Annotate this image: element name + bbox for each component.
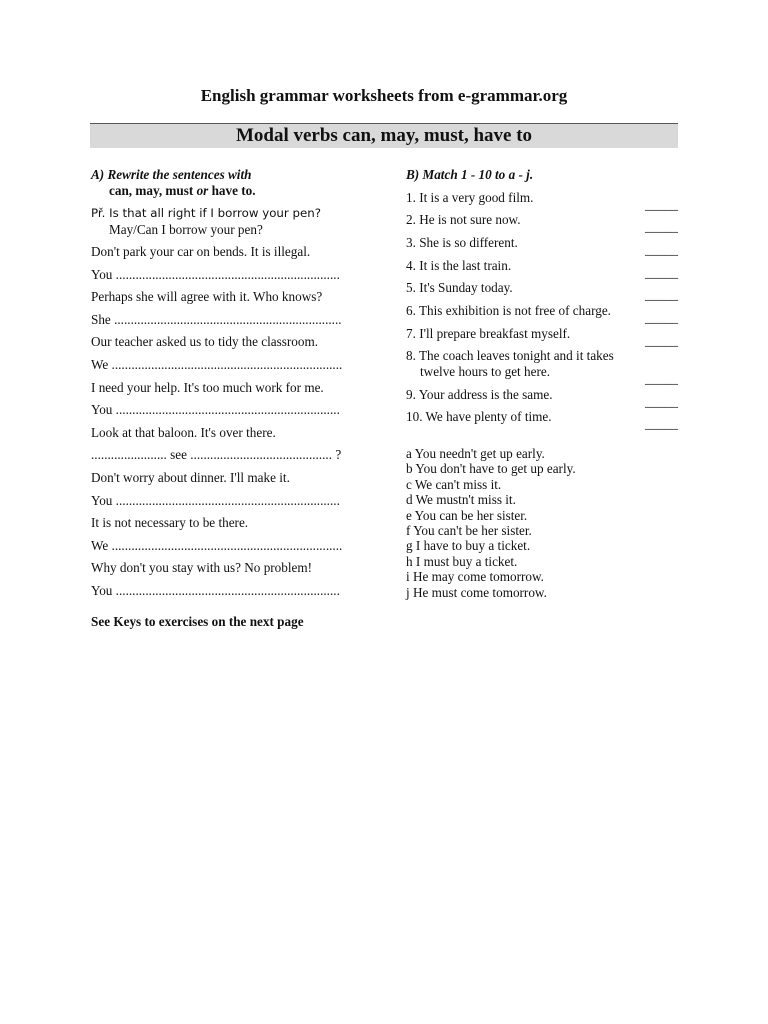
- match-item: [406, 303, 678, 326]
- worksheet-title-bar: [90, 123, 678, 148]
- match-item-text: 7. I'll prepare breakfast myself.: [406, 325, 571, 341]
- match-item: [406, 326, 678, 349]
- match-item-text: 8. The coach leaves tonight and it takes: [406, 348, 614, 364]
- answer-blank[interactable]: _____: [645, 287, 678, 303]
- sentence-line: Our teacher asked us to tidy the classroom.: [91, 334, 319, 350]
- answer-option: a You needn't get up early.: [406, 445, 545, 461]
- match-item: [406, 235, 678, 258]
- answer-option: f You can't be her sister.: [406, 522, 532, 538]
- answer-option: b You don't have to get up early.: [406, 461, 576, 477]
- match-item: [406, 348, 678, 386]
- match-item-text: 10. We have plenty of time.: [406, 409, 552, 425]
- rewrite-lines: [91, 244, 366, 606]
- rewrite-line: You ....................................................................: [91, 492, 340, 508]
- site-title: English grammar worksheets from e-grammar.org: [200, 86, 568, 105]
- section-a: [91, 167, 366, 629]
- example-question: Př. Is that all right if I borrow your pen?: [91, 206, 321, 220]
- rewrite-line: You ....................................................................: [91, 582, 340, 598]
- rewrite-line: You ....................................................................: [91, 266, 340, 282]
- match-item-text: 1. It is a very good film.: [406, 189, 534, 205]
- sentence-line: Don't worry about dinner. I'll make it.: [91, 469, 290, 485]
- match-item-text: 9. Your address is the same.: [406, 386, 553, 402]
- answer-option: c We can't miss it.: [406, 476, 502, 492]
- example-answer: May/Can I borrow your pen?: [109, 221, 263, 237]
- match-item-text: 3. She is so different.: [406, 234, 518, 250]
- match-item-text: 6. This exhibition is not free of charge.: [406, 302, 611, 318]
- sentence-line: Look at that baloon. It's over there.: [91, 424, 276, 440]
- answer-option: i He may come tomorrow.: [406, 569, 544, 585]
- match-item: [406, 387, 678, 410]
- rewrite-line: ....................... see ........................................... ?: [91, 447, 342, 463]
- sentence-line: Perhaps she will agree with it. Who knows?: [91, 289, 323, 305]
- match-item: [406, 212, 678, 235]
- sentence-line: Don't park your car on bends. It is illegal.: [91, 244, 311, 259]
- rewrite-line: We ......................................................................: [91, 356, 343, 372]
- example: [91, 206, 366, 237]
- match-item: [406, 258, 678, 281]
- sentence-line: Why don't you stay with us? No problem!: [91, 560, 313, 576]
- match-item-text: 4. It is the last train.: [406, 257, 512, 273]
- match-list: [406, 190, 678, 432]
- answer-blank[interactable]: _____: [645, 310, 678, 326]
- answer-blank[interactable]: _____: [645, 371, 678, 386]
- rewrite-line: We ......................................................................: [91, 537, 343, 553]
- sentence-line: I need your help. It's too much work for me.: [91, 379, 324, 395]
- answer-option: j He must come tomorrow.: [406, 584, 547, 600]
- section-a-subheading: can, may, must or have to.: [109, 182, 256, 198]
- answer-blank[interactable]: _____: [645, 393, 678, 409]
- answer-option: d We mustn't miss it.: [406, 492, 516, 508]
- answer-blank[interactable]: _____: [645, 332, 678, 348]
- rewrite-line: You ....................................................................: [91, 402, 340, 418]
- sentence-line: It is not necessary to be there.: [91, 515, 249, 531]
- match-item: [406, 280, 678, 303]
- answer-option: g I have to buy a ticket.: [406, 538, 531, 554]
- answer-blank[interactable]: _____: [645, 196, 678, 212]
- match-item-text: 5. It's Sunday today.: [406, 280, 513, 296]
- answer-options: [406, 446, 678, 600]
- worksheet-title: Modal verbs can, may, must, have to: [235, 125, 533, 146]
- answer-blank[interactable]: _____: [645, 219, 678, 235]
- match-item-text: 2. He is not sure now.: [406, 212, 521, 228]
- match-item-continuation: twelve hours to get here.: [420, 363, 551, 379]
- section-b-heading: B) Match 1 - 10 to a - j.: [406, 167, 534, 182]
- keys-note: See Keys to exercises on the next page: [91, 613, 304, 629]
- answer-option: e You can be her sister.: [406, 507, 528, 523]
- match-item: [406, 409, 678, 432]
- section-b: [406, 167, 678, 600]
- answer-option: h I must buy a ticket.: [406, 553, 518, 569]
- match-item: [406, 190, 678, 213]
- answer-blank[interactable]: _____: [645, 242, 678, 258]
- rewrite-line: She .....................................................................: [91, 311, 342, 327]
- answer-blank[interactable]: _____: [645, 264, 678, 280]
- section-a-heading: A) Rewrite the sentences with: [91, 167, 252, 182]
- answer-blank[interactable]: _____: [645, 416, 678, 432]
